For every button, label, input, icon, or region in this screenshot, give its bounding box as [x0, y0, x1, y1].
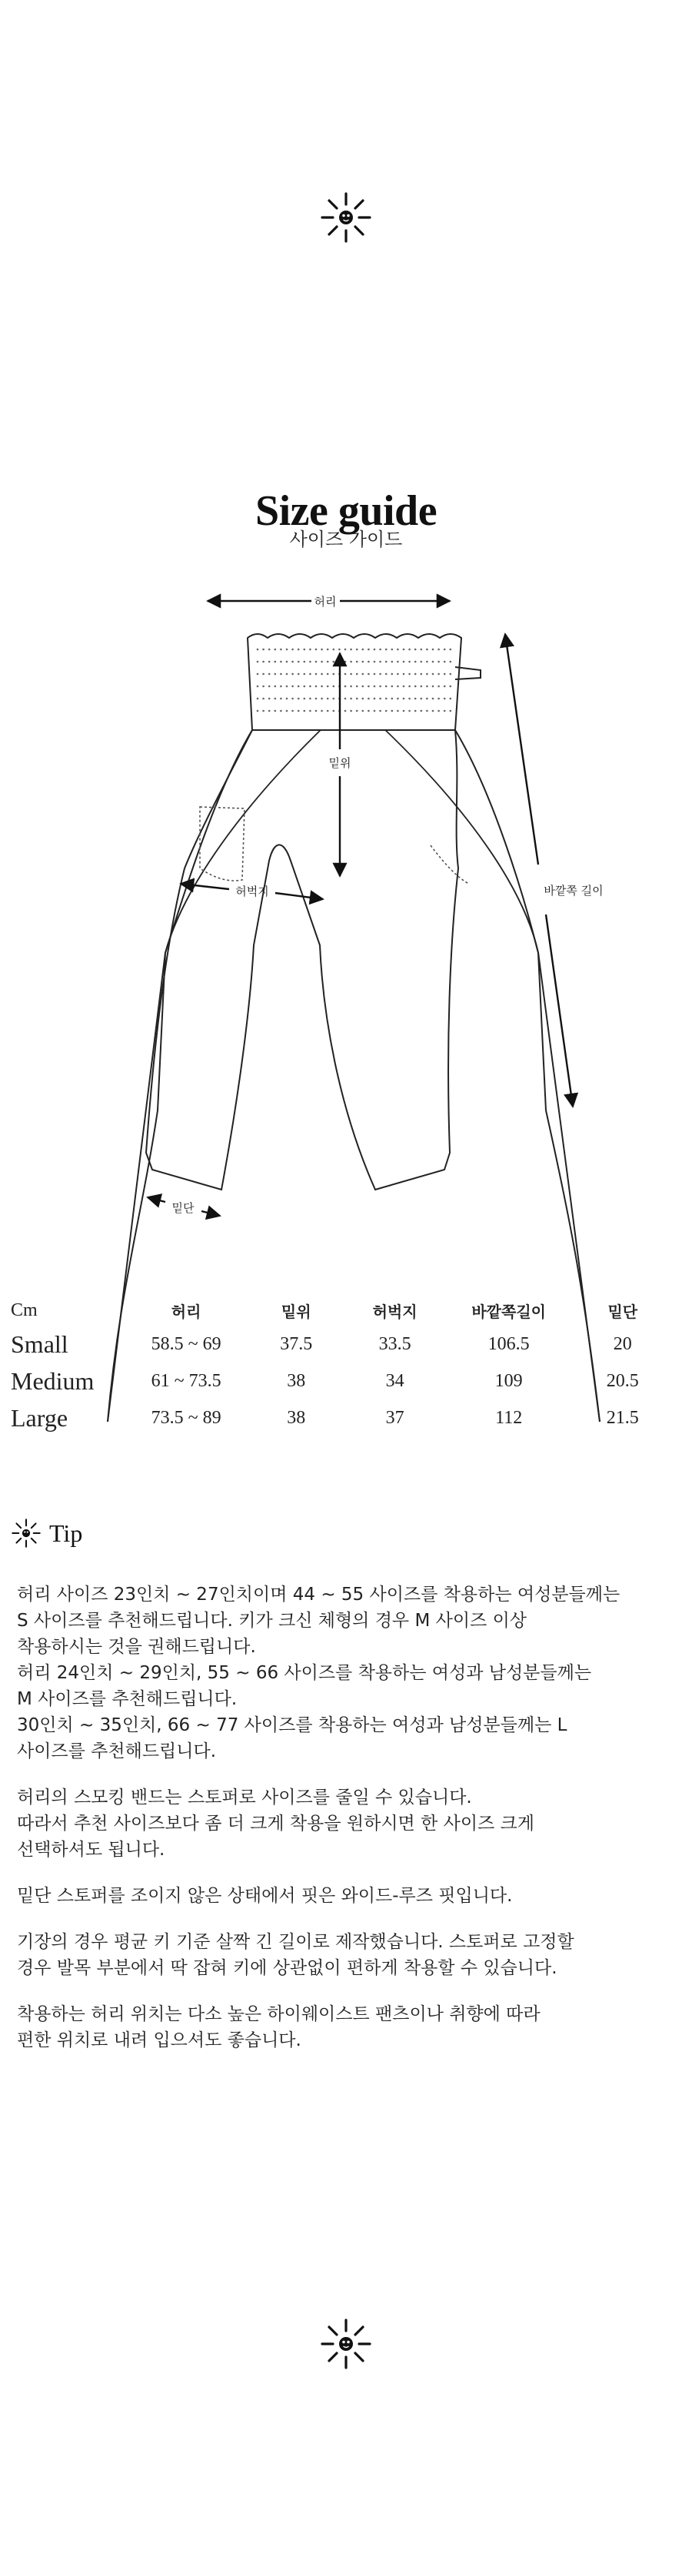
- smocking-dot: [257, 685, 259, 688]
- tip-line: 밑단 스토퍼를 조이지 않은 상태에서 핏은 와이드-루즈 핏입니다.: [17, 1886, 513, 1906]
- smocking-dot: [403, 685, 405, 688]
- smocking-dot: [327, 710, 329, 712]
- smocking-dot: [379, 698, 381, 700]
- smocking-dot: [414, 685, 417, 688]
- smocking-dot: [356, 661, 358, 663]
- smocking-dot: [333, 673, 335, 676]
- smocking-dot: [268, 685, 271, 688]
- smocking-dot: [262, 685, 264, 688]
- smocking-dot: [350, 649, 352, 651]
- header-hem: 밑단: [607, 1302, 638, 1321]
- smocking-dot: [291, 698, 294, 700]
- smocking-dot: [350, 661, 352, 663]
- smocking-dot: [450, 710, 452, 712]
- tip-paragraph: [17, 1929, 686, 1981]
- smocking-dot: [408, 649, 411, 651]
- smocking-dot: [368, 673, 370, 676]
- smocking-dot: [315, 649, 318, 651]
- size-table: [11, 1295, 672, 1436]
- smocking-dot: [274, 673, 277, 676]
- smocking-dot: [437, 649, 440, 651]
- smocking-dot: [450, 673, 452, 676]
- tip-paragraph: [17, 2001, 686, 2053]
- smocking-dot: [327, 649, 329, 651]
- smocking-dot: [350, 710, 352, 712]
- smocking-dot: [286, 673, 288, 676]
- smocking-dot: [291, 710, 294, 712]
- smocking-dot: [315, 710, 318, 712]
- smocking-dot: [338, 649, 341, 651]
- smocking-dot: [356, 673, 358, 676]
- smocking-dot: [268, 710, 271, 712]
- tip-paragraph: [17, 1582, 686, 1764]
- smocking-dot: [298, 673, 300, 676]
- smocking-dot: [304, 685, 306, 688]
- smocking-dot: [432, 698, 434, 700]
- smocking-dot: [344, 685, 347, 688]
- smocking-dot: [350, 698, 352, 700]
- table-cell: 33.5: [378, 1333, 411, 1354]
- smocking-dot: [291, 685, 294, 688]
- header-outseam: 바깥쪽길이: [471, 1302, 546, 1321]
- tip-line: 경우 발목 부분에서 딱 잡혀 키에 상관없이 편하게 착용할 수 있습니다.: [17, 1958, 557, 1978]
- smocking-dot: [304, 710, 306, 712]
- tip-line: 허리의 스모킹 밴드는 스토퍼로 사이즈를 줄일 수 있습니다.: [17, 1788, 472, 1808]
- smocking-dot: [321, 685, 323, 688]
- smocking-dot: [257, 710, 259, 712]
- smocking-dot: [280, 673, 282, 676]
- header-thigh: 허벅지: [372, 1302, 418, 1321]
- size-name: Medium: [11, 1366, 95, 1395]
- smocking-dot: [333, 649, 335, 651]
- smocking-dot: [309, 673, 311, 676]
- smocking-dot: [274, 685, 277, 688]
- smocking-dot: [379, 710, 381, 712]
- tip-line: 선택하셔도 됩니다.: [17, 1840, 165, 1860]
- smocking-dot: [437, 661, 440, 663]
- smocking-dot: [356, 710, 358, 712]
- table-cell: 38: [287, 1407, 306, 1428]
- smocking-dot: [414, 661, 417, 663]
- page-title: Size guide: [255, 486, 437, 535]
- table-cell: 37.5: [280, 1333, 313, 1354]
- smocking-dot: [315, 673, 318, 676]
- smocking-dot: [379, 649, 381, 651]
- smocking-dot: [385, 698, 388, 700]
- smocking-dot: [344, 649, 347, 651]
- smocking-dot: [344, 673, 347, 676]
- table-cell: 106.5: [487, 1333, 530, 1354]
- smocking-dot: [368, 685, 370, 688]
- table-cell: 73.5 ~ 89: [151, 1407, 221, 1428]
- smocking-dot: [286, 661, 288, 663]
- smocking-dot: [298, 685, 300, 688]
- smocking-dot: [321, 673, 323, 676]
- smocking-dot: [391, 710, 394, 712]
- smocking-dot: [286, 710, 288, 712]
- smocking-dot: [368, 698, 370, 700]
- smocking-dot: [403, 649, 405, 651]
- table-cell: 37: [385, 1407, 404, 1428]
- diagram-label-rise: 밑위: [328, 756, 351, 770]
- smocking-dot: [368, 710, 370, 712]
- smocking-dot: [397, 673, 399, 676]
- smocking-dot: [397, 710, 399, 712]
- smocking-dot: [298, 710, 300, 712]
- table-cell: 21.5: [606, 1407, 639, 1428]
- smocking-dot: [268, 661, 271, 663]
- smocking-dot: [344, 710, 347, 712]
- smocking-dot: [444, 649, 446, 651]
- smocking-dot: [408, 710, 411, 712]
- smocking-dot: [414, 649, 417, 651]
- header-rise: 밑위: [281, 1302, 311, 1321]
- tip-line: 기장의 경우 평균 키 기준 살짝 긴 길이로 제작했습니다. 스토퍼로 고정할: [17, 1932, 574, 1952]
- smocking-dot: [397, 649, 399, 651]
- smocking-dot: [368, 661, 370, 663]
- table-row: [11, 1363, 672, 1399]
- smocking-dot: [344, 661, 347, 663]
- smocking-dot: [298, 661, 300, 663]
- smocking-dot: [403, 698, 405, 700]
- smocking-dot: [280, 649, 282, 651]
- smocking-dot: [414, 698, 417, 700]
- smocking-dot: [379, 661, 381, 663]
- smocking-dot: [304, 673, 306, 676]
- smocking-dot: [356, 685, 358, 688]
- smocking-dot: [450, 685, 452, 688]
- smocking-dot: [321, 710, 323, 712]
- smocking-dot: [362, 710, 364, 712]
- smocking-dot: [379, 685, 381, 688]
- smocking-dot: [426, 673, 428, 676]
- smocking-dot: [421, 710, 423, 712]
- smocking-dot: [350, 685, 352, 688]
- smocking-dot: [268, 698, 271, 700]
- smocking-dot: [426, 698, 428, 700]
- smocking-dot: [374, 673, 376, 676]
- smocking-dot: [344, 698, 347, 700]
- smocking-dot: [391, 649, 394, 651]
- smocking-dot: [309, 710, 311, 712]
- smocking-dot: [397, 698, 399, 700]
- smocking-dot: [327, 661, 329, 663]
- smocking-dot: [333, 698, 335, 700]
- smocking-dot: [421, 673, 423, 676]
- tip-line: M 사이즈를 추천해드립니다.: [17, 1689, 238, 1709]
- smocking-dot: [379, 673, 381, 676]
- sunburst-tip-icon: [11, 1518, 42, 1549]
- smocking-dot: [333, 710, 335, 712]
- smocking-dot: [408, 698, 411, 700]
- tip-heading-text: Tip: [49, 1519, 83, 1547]
- tip-paragraph: [17, 1883, 686, 1909]
- smocking-dot: [309, 685, 311, 688]
- smocking-dot: [374, 698, 376, 700]
- diagram-label-waist: 허리: [314, 595, 337, 609]
- smocking-dot: [333, 661, 335, 663]
- tip-line: 사이즈를 추천해드립니다.: [17, 1741, 217, 1761]
- smocking-dot: [421, 685, 423, 688]
- smocking-dot: [309, 649, 311, 651]
- smocking-dot: [280, 685, 282, 688]
- smocking-dot: [262, 673, 264, 676]
- smocking-dot: [327, 673, 329, 676]
- smocking-dot: [426, 661, 428, 663]
- smocking-dot: [315, 685, 318, 688]
- smocking-dot: [426, 710, 428, 712]
- smocking-dot: [262, 649, 264, 651]
- smocking-dot: [374, 661, 376, 663]
- table-cell: 20: [613, 1333, 632, 1354]
- diagram-label-outseam: 바깥쪽 길이: [544, 884, 604, 898]
- table-cell: 34: [385, 1370, 404, 1391]
- smocking-dot: [374, 649, 376, 651]
- smocking-dot: [286, 649, 288, 651]
- smocking-dot: [426, 685, 428, 688]
- smocking-dot: [321, 698, 323, 700]
- smocking-dot: [356, 698, 358, 700]
- smocking-dot: [432, 685, 434, 688]
- tip-line: 허리 24인치 ~ 29인치, 55 ~ 66 사이즈를 착용하는 여성과 남성분들께는: [17, 1663, 592, 1683]
- smocking-dot: [274, 698, 277, 700]
- size-name: Small: [11, 1329, 68, 1358]
- smocking-dot: [391, 673, 394, 676]
- smocking-dot: [274, 661, 277, 663]
- tip-line: 편한 위치로 내려 입으셔도 좋습니다.: [17, 2030, 301, 2050]
- smocking-dot: [274, 649, 277, 651]
- smocking-dot: [291, 649, 294, 651]
- smocking-dot: [432, 661, 434, 663]
- smocking-dot: [298, 698, 300, 700]
- smocking-dot: [385, 673, 388, 676]
- smocking-dot: [450, 649, 452, 651]
- smocking-dot: [286, 685, 288, 688]
- smocking-dot: [315, 661, 318, 663]
- header-waist: 허리: [171, 1302, 201, 1321]
- sunburst-logo-icon: [319, 191, 373, 244]
- smocking-dot: [268, 649, 271, 651]
- smocking-dot: [437, 710, 440, 712]
- smocking-dot: [403, 661, 405, 663]
- table-row: [11, 1326, 672, 1363]
- smocking-dot: [437, 698, 440, 700]
- tip-line: 따라서 추천 사이즈보다 좀 더 크게 착용을 원하시면 한 사이즈 크게: [17, 1814, 534, 1834]
- smocking-dot: [257, 661, 259, 663]
- smocking-dot: [421, 698, 423, 700]
- smocking-dot: [444, 673, 446, 676]
- smocking-dot: [291, 673, 294, 676]
- smocking-dot: [368, 649, 370, 651]
- smocking-dot: [262, 661, 264, 663]
- smocking-dot: [385, 710, 388, 712]
- smocking-dot: [432, 673, 434, 676]
- smocking-dot: [444, 661, 446, 663]
- smocking-dot: [414, 673, 417, 676]
- tip-paragraph: [17, 1784, 686, 1863]
- table-cell: 58.5 ~ 69: [151, 1333, 221, 1354]
- smocking-dot: [280, 661, 282, 663]
- smocking-dot: [321, 661, 323, 663]
- smocking-dot: [391, 685, 394, 688]
- smocking-dot: [408, 685, 411, 688]
- smocking-dot: [391, 698, 394, 700]
- smocking-dot: [262, 698, 264, 700]
- smocking-dot: [262, 710, 264, 712]
- smocking-dot: [408, 673, 411, 676]
- smocking-dot: [432, 710, 434, 712]
- smocking-dot: [304, 698, 306, 700]
- smocking-dot: [450, 661, 452, 663]
- smocking-dot: [414, 710, 417, 712]
- sunburst-logo-icon: [319, 2317, 373, 2371]
- smocking-dot: [257, 698, 259, 700]
- diagram-label-hem: 밑단: [171, 1201, 195, 1215]
- smocking-dot: [385, 685, 388, 688]
- table-cell: 109: [494, 1370, 523, 1391]
- leg-outlines: [146, 730, 458, 1190]
- smocking-dot: [421, 649, 423, 651]
- smocking-dot: [291, 661, 294, 663]
- smocking-dot: [350, 673, 352, 676]
- smocking-dot: [309, 698, 311, 700]
- smocking-dot: [444, 698, 446, 700]
- smocking-dot: [321, 649, 323, 651]
- smocking-dot: [327, 685, 329, 688]
- smocking-dot: [426, 649, 428, 651]
- table-cell: 20.5: [606, 1370, 639, 1391]
- table-cell: 112: [495, 1407, 523, 1428]
- smocking-dot: [391, 661, 394, 663]
- tip-line: 허리 사이즈 23인치 ~ 27인치이며 44 ~ 55 사이즈를 착용하는 여성분들께는: [17, 1585, 620, 1605]
- smocking-dot: [408, 661, 411, 663]
- tip-heading: [11, 1518, 82, 1549]
- smocking-dot: [356, 649, 358, 651]
- smocking-dot: [309, 661, 311, 663]
- smocking-dot: [362, 661, 364, 663]
- unit-label: Cm: [11, 1300, 38, 1320]
- smocking-dot: [280, 698, 282, 700]
- smocking-dot: [444, 710, 446, 712]
- smocking-dot: [268, 673, 271, 676]
- smocking-dot: [362, 685, 364, 688]
- tip-line: 30인치 ~ 35인치, 66 ~ 77 사이즈를 착용하는 여성과 남성분들께는 L: [17, 1715, 567, 1735]
- size-name: Large: [11, 1403, 68, 1432]
- smocking-dot: [385, 661, 388, 663]
- smocking-dots: [257, 649, 451, 712]
- smocking-dot: [315, 698, 318, 700]
- table-cell: 61 ~ 73.5: [151, 1370, 221, 1391]
- table-row: [11, 1399, 672, 1436]
- smocking-dot: [257, 673, 259, 676]
- smocking-dot: [374, 685, 376, 688]
- pants-measurement-diagram: [92, 595, 630, 1245]
- smocking-dot: [333, 685, 335, 688]
- smocking-dot: [286, 698, 288, 700]
- smocking-dot: [274, 710, 277, 712]
- smocking-dot: [397, 661, 399, 663]
- smocking-dot: [437, 673, 440, 676]
- smocking-dot: [304, 649, 306, 651]
- smocking-dot: [257, 649, 259, 651]
- tip-line: 착용하시는 것을 권해드립니다.: [17, 1637, 256, 1657]
- tip-line: 착용하는 허리 위치는 다소 높은 하이웨이스트 팬츠이나 취향에 따라: [17, 2004, 541, 2024]
- diagram-label-thigh: 허벅지: [235, 885, 269, 898]
- smocking-dot: [374, 710, 376, 712]
- smocking-dot: [403, 673, 405, 676]
- smocking-dot: [421, 661, 423, 663]
- smocking-dot: [450, 698, 452, 700]
- smocking-dot: [298, 649, 300, 651]
- smocking-dot: [362, 673, 364, 676]
- pocket-outline-right: [431, 845, 469, 884]
- tip-body: [17, 1582, 686, 2073]
- smocking-dot: [280, 710, 282, 712]
- smocking-dot: [385, 649, 388, 651]
- smocking-dot: [432, 649, 434, 651]
- smocking-dot: [403, 710, 405, 712]
- smocking-dot: [362, 649, 364, 651]
- smocking-dot: [362, 698, 364, 700]
- page-subtitle: 사이즈 가이드: [289, 529, 403, 550]
- table-cell: 38: [287, 1370, 306, 1391]
- smocking-dot: [444, 685, 446, 688]
- smocking-dot: [397, 685, 399, 688]
- smocking-dot: [304, 661, 306, 663]
- smocking-dot: [437, 685, 440, 688]
- smocking-dot: [327, 698, 329, 700]
- size-table-header-row: [11, 1295, 672, 1326]
- tip-line: S 사이즈를 추천해드립니다. 키가 크신 체형의 경우 M 사이즈 이상: [17, 1611, 527, 1631]
